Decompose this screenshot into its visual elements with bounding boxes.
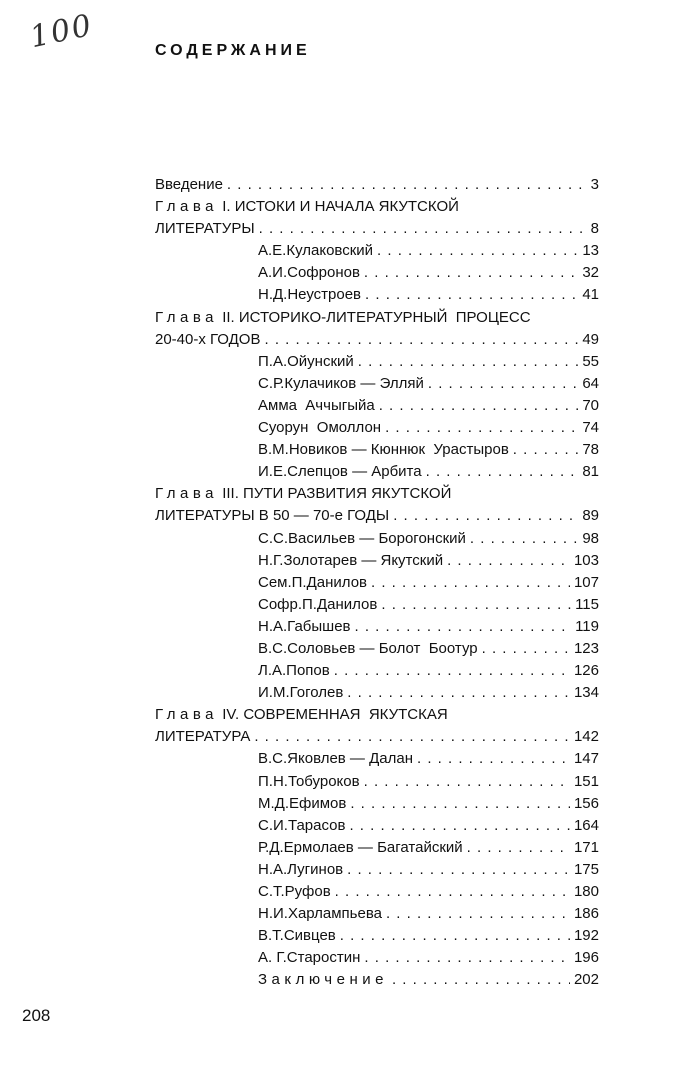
chapter-prefix: Глава (155, 485, 219, 503)
entry-label: II. ИСТОРИКО-ЛИТЕРАТУРНЫЙ ПРОЦЕСС (218, 308, 531, 326)
entry-page: 78 (582, 441, 599, 459)
toc-entry (155, 419, 599, 441)
entry-label: ЛИТЕРАТУРЫ В 50 — 70-е ГОДЫ (155, 507, 390, 525)
entry-label: 20-40-х ГОДОВ (155, 330, 261, 348)
toc-entry (155, 264, 599, 286)
entry-page: 98 (582, 529, 599, 547)
page-title: СОДЕРЖАНИЕ (155, 42, 311, 59)
entry-page: 123 (573, 639, 599, 657)
entry-label: Н.Д.Неустроев (258, 286, 362, 304)
toc-entry (155, 198, 599, 220)
entry-label: В.С.Соловьев — Болот Боотур (258, 639, 478, 657)
entry-label: Н.Г.Золотарев — Якутский (258, 551, 444, 569)
entry-label: Н.И.Харлампьева (258, 905, 382, 923)
toc-entry (155, 883, 599, 905)
toc-entry (155, 795, 599, 817)
dot-leader (227, 176, 587, 193)
toc-entry (155, 640, 599, 662)
entry-label: В.М.Новиков — Кюннюк Урастыров (258, 441, 509, 459)
toc-entry (155, 817, 599, 839)
toc-entry (155, 286, 599, 308)
entry-page: 119 (575, 617, 599, 635)
entry-label: Введение (155, 176, 223, 193)
entry-page: 107 (573, 573, 599, 591)
toc-entry (155, 750, 599, 772)
entry-page: 202 (573, 971, 599, 989)
entry-page: 142 (573, 728, 599, 746)
entry-page: 156 (573, 794, 599, 812)
dot-leader (347, 861, 570, 878)
entry-label: IV. СОВРЕМЕННАЯ ЯКУТСКАЯ (218, 706, 448, 724)
toc-entry (155, 176, 599, 198)
entry-label: И.М.Гоголев (258, 684, 344, 702)
toc-entry (155, 574, 599, 596)
toc-entry (155, 905, 599, 927)
entry-label: Софр.П.Данилов (258, 595, 378, 613)
toc-entry (155, 331, 599, 353)
toc-entry (155, 507, 599, 529)
dot-leader (254, 728, 570, 745)
dot-leader (371, 574, 570, 591)
toc-entry (155, 463, 599, 485)
dot-leader (334, 662, 570, 679)
toc-entry (155, 949, 599, 971)
entry-page: 115 (575, 595, 599, 613)
entry-page: 151 (573, 772, 599, 790)
toc-entry (155, 441, 599, 463)
entry-label: Р.Д.Ермолаев — Багатайский (258, 838, 463, 856)
entry-label: Суорун Омоллон (258, 419, 382, 437)
entry-label: М.Д.Ефимов (258, 794, 347, 812)
entry-label: ЛИТЕРАТУРЫ (155, 220, 255, 238)
entry-page: 103 (573, 551, 599, 569)
dot-leader (335, 883, 570, 900)
dot-leader (358, 353, 579, 370)
dot-leader (392, 971, 570, 988)
entry-page: 81 (582, 463, 599, 481)
handwritten-mark: 100 (27, 7, 97, 56)
entry-label: В.Т.Сивцев (258, 927, 336, 945)
dot-leader (428, 375, 578, 392)
toc-entry (155, 971, 599, 993)
entry-page: 126 (573, 662, 599, 680)
dot-leader (381, 596, 571, 613)
entry-page: 55 (582, 352, 599, 370)
dot-leader (377, 242, 578, 259)
entry-label: Сем.П.Данилов (258, 573, 367, 591)
dot-leader (385, 419, 578, 436)
toc-entry (155, 728, 599, 750)
toc-entry (155, 618, 599, 640)
entry-page: 164 (573, 816, 599, 834)
entry-label: И.Е.Слепцов — Арбита (258, 463, 422, 481)
table-of-contents (155, 176, 599, 993)
entry-page: 147 (573, 750, 599, 768)
chapter-prefix: Глава (155, 706, 219, 724)
dot-leader (259, 220, 587, 237)
toc-entry (155, 220, 599, 242)
entry-label: Н.А.Лугинов (258, 860, 344, 878)
toc-entry (155, 242, 599, 264)
entry-page: 196 (573, 949, 599, 967)
entry-label: Л.А.Попов (258, 662, 330, 680)
entry-label: С.С.Васильев — Борогонский (258, 529, 466, 547)
dot-leader (467, 839, 570, 856)
dot-leader (365, 286, 578, 303)
toc-entry (155, 397, 599, 419)
toc-entry (155, 662, 599, 684)
page-number: 208 (22, 1006, 51, 1025)
entry-page: 192 (573, 927, 599, 945)
entry-page: 32 (582, 264, 599, 282)
toc-entry (155, 706, 599, 728)
entry-label: С.Т.Руфов (258, 883, 331, 900)
entry-page: 171 (573, 838, 599, 856)
entry-label: Заключение (258, 971, 388, 989)
dot-leader (482, 640, 570, 657)
entry-label: III. ПУТИ РАЗВИТИЯ ЯКУТСКОЙ (218, 485, 452, 503)
dot-leader (364, 264, 578, 281)
dot-leader (417, 750, 570, 767)
dot-leader (379, 397, 579, 414)
toc-entry (155, 596, 599, 618)
toc-entry (155, 552, 599, 574)
dot-leader (347, 684, 570, 701)
entry-page: 74 (582, 419, 599, 437)
entry-page: 180 (573, 883, 599, 900)
dot-leader (349, 817, 570, 834)
dot-leader (386, 905, 570, 922)
dot-leader (340, 927, 570, 944)
entry-label: В.С.Яковлев — Далан (258, 750, 413, 768)
entry-label: ЛИТЕРАТУРА (155, 728, 251, 746)
entry-label: I. ИСТОКИ И НАЧАЛА ЯКУТСКОЙ (218, 198, 459, 216)
dot-leader (364, 773, 570, 790)
toc-entry (155, 839, 599, 861)
toc-entry (155, 353, 599, 375)
dot-leader (426, 463, 579, 480)
toc-entry (155, 530, 599, 552)
chapter-prefix: Глава (155, 308, 219, 326)
entry-label: С.Р.Кулачиков — Элляй (258, 374, 424, 392)
entry-page: 41 (582, 286, 599, 304)
entry-page: 70 (582, 396, 599, 414)
entry-page: 134 (573, 684, 599, 702)
entry-page: 13 (582, 242, 599, 260)
entry-label: А. Г.Старостин (258, 949, 361, 967)
toc-entry (155, 684, 599, 706)
entry-label: Амма Аччыгыйа (258, 396, 375, 414)
entry-label: Н.А.Габышев (258, 617, 351, 635)
chapter-prefix: Глава (155, 198, 219, 216)
toc-entry (155, 927, 599, 949)
dot-leader (350, 795, 570, 812)
toc-entry (155, 375, 599, 397)
dot-leader (364, 949, 570, 966)
entry-page: 89 (582, 507, 599, 525)
dot-leader (393, 507, 578, 524)
entry-page: 64 (582, 374, 599, 392)
dot-leader (355, 618, 572, 635)
entry-page: 186 (573, 905, 599, 923)
dot-leader (264, 331, 578, 348)
entry-label: С.И.Тарасов (258, 816, 346, 834)
entry-page: 8 (590, 220, 599, 238)
entry-label: А.И.Софронов (258, 264, 360, 282)
entry-label: А.Е.Кулаковский (258, 242, 374, 260)
toc-entry (155, 485, 599, 507)
entry-page: 3 (590, 176, 599, 193)
entry-page: 175 (573, 860, 599, 878)
dot-leader (513, 441, 579, 458)
toc-entry (155, 773, 599, 795)
dot-leader (470, 530, 578, 547)
toc-entry (155, 861, 599, 883)
entry-page: 49 (582, 330, 599, 348)
entry-label: П.Н.Тобуроков (258, 772, 360, 790)
dot-leader (447, 552, 570, 569)
toc-entry (155, 309, 599, 331)
entry-label: П.А.Ойунский (258, 352, 354, 370)
